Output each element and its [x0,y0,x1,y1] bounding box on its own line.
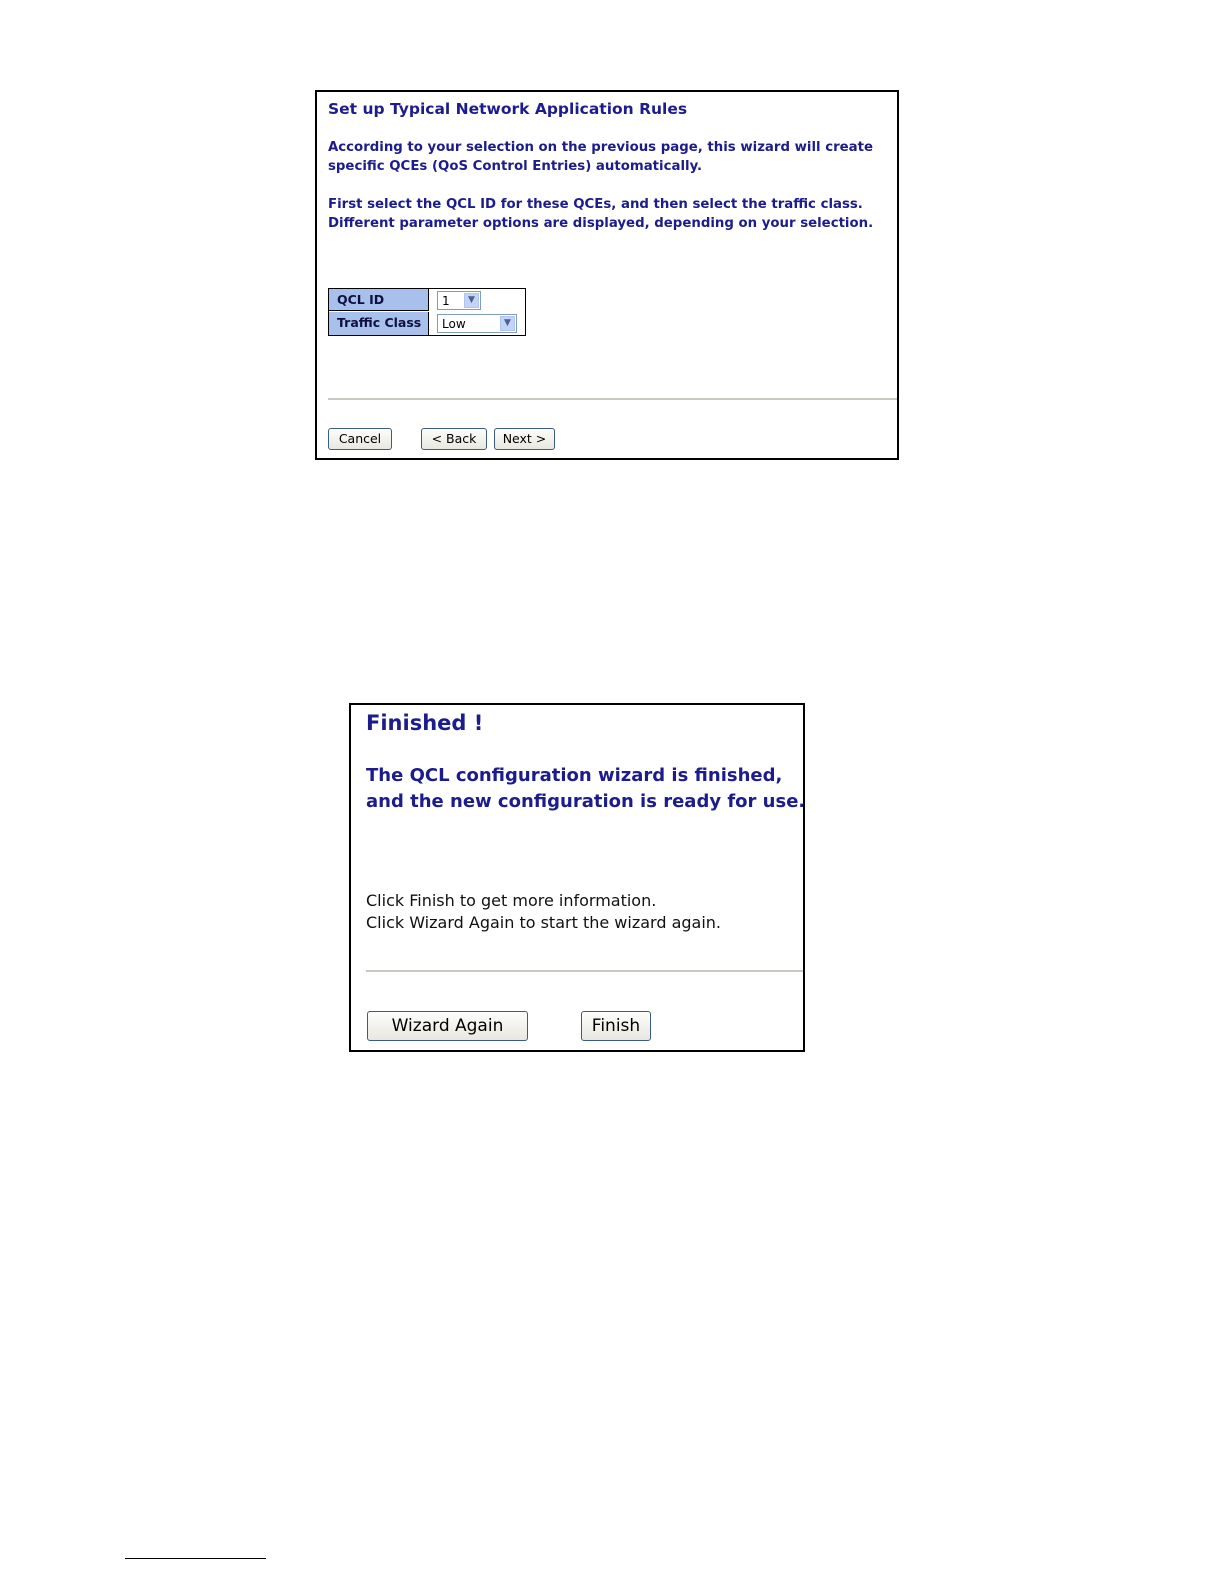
finished-message-line-1: The QCL configuration wizard is finished, [366,765,783,786]
setup-intro-paragraph [328,138,873,176]
footnote-separator [125,1558,266,1559]
qcl-id-value: 1 [442,294,450,308]
wizard-again-button[interactable]: Wizard Again [367,1011,528,1041]
qcl-id-select[interactable] [437,291,481,310]
qcl-id-label: QCL ID [329,289,429,311]
setup-rules-panel [315,90,899,460]
setup-panel-title: Set up Typical Network Application Rules [328,100,688,118]
finished-divider [366,970,803,972]
finished-info-line-2: Click Wizard Again to start the wizard again. [366,913,721,932]
finished-panel [349,703,805,1052]
setup-instruction-paragraph [328,195,873,233]
setup-divider [328,398,897,400]
chevron-down-icon[interactable]: ▼ [500,316,515,331]
finished-message-line-2: and the new configuration is ready for use. [366,791,806,812]
traffic-class-select[interactable] [437,314,517,333]
setup-instruction-line-2: Different parameter options are displayed, depending on your selection. [328,216,874,231]
finished-info [366,890,721,934]
setup-intro-line-2: specific QCEs (QoS Control Entries) automatically. [328,159,703,174]
next-button[interactable]: Next > [494,428,555,450]
chevron-down-icon[interactable]: ▼ [464,293,479,308]
setup-intro-line-1: According to your selection on the previous page, this wizard will create [328,140,873,155]
finished-message [366,763,805,815]
traffic-class-label: Traffic Class [329,312,429,335]
qcl-id-row [329,289,525,312]
setup-instruction-line-1: First select the QCL ID for these QCEs, and then select the traffic class. [328,197,863,212]
traffic-class-row [329,312,525,335]
traffic-class-value: Low [442,317,466,331]
finished-info-line-1: Click Finish to get more information. [366,891,657,910]
back-button[interactable]: < Back [421,428,487,450]
cancel-button[interactable]: Cancel [328,428,392,450]
finished-title: Finished ! [366,711,484,735]
finish-button[interactable]: Finish [581,1011,651,1041]
qcl-config-table [328,288,526,336]
